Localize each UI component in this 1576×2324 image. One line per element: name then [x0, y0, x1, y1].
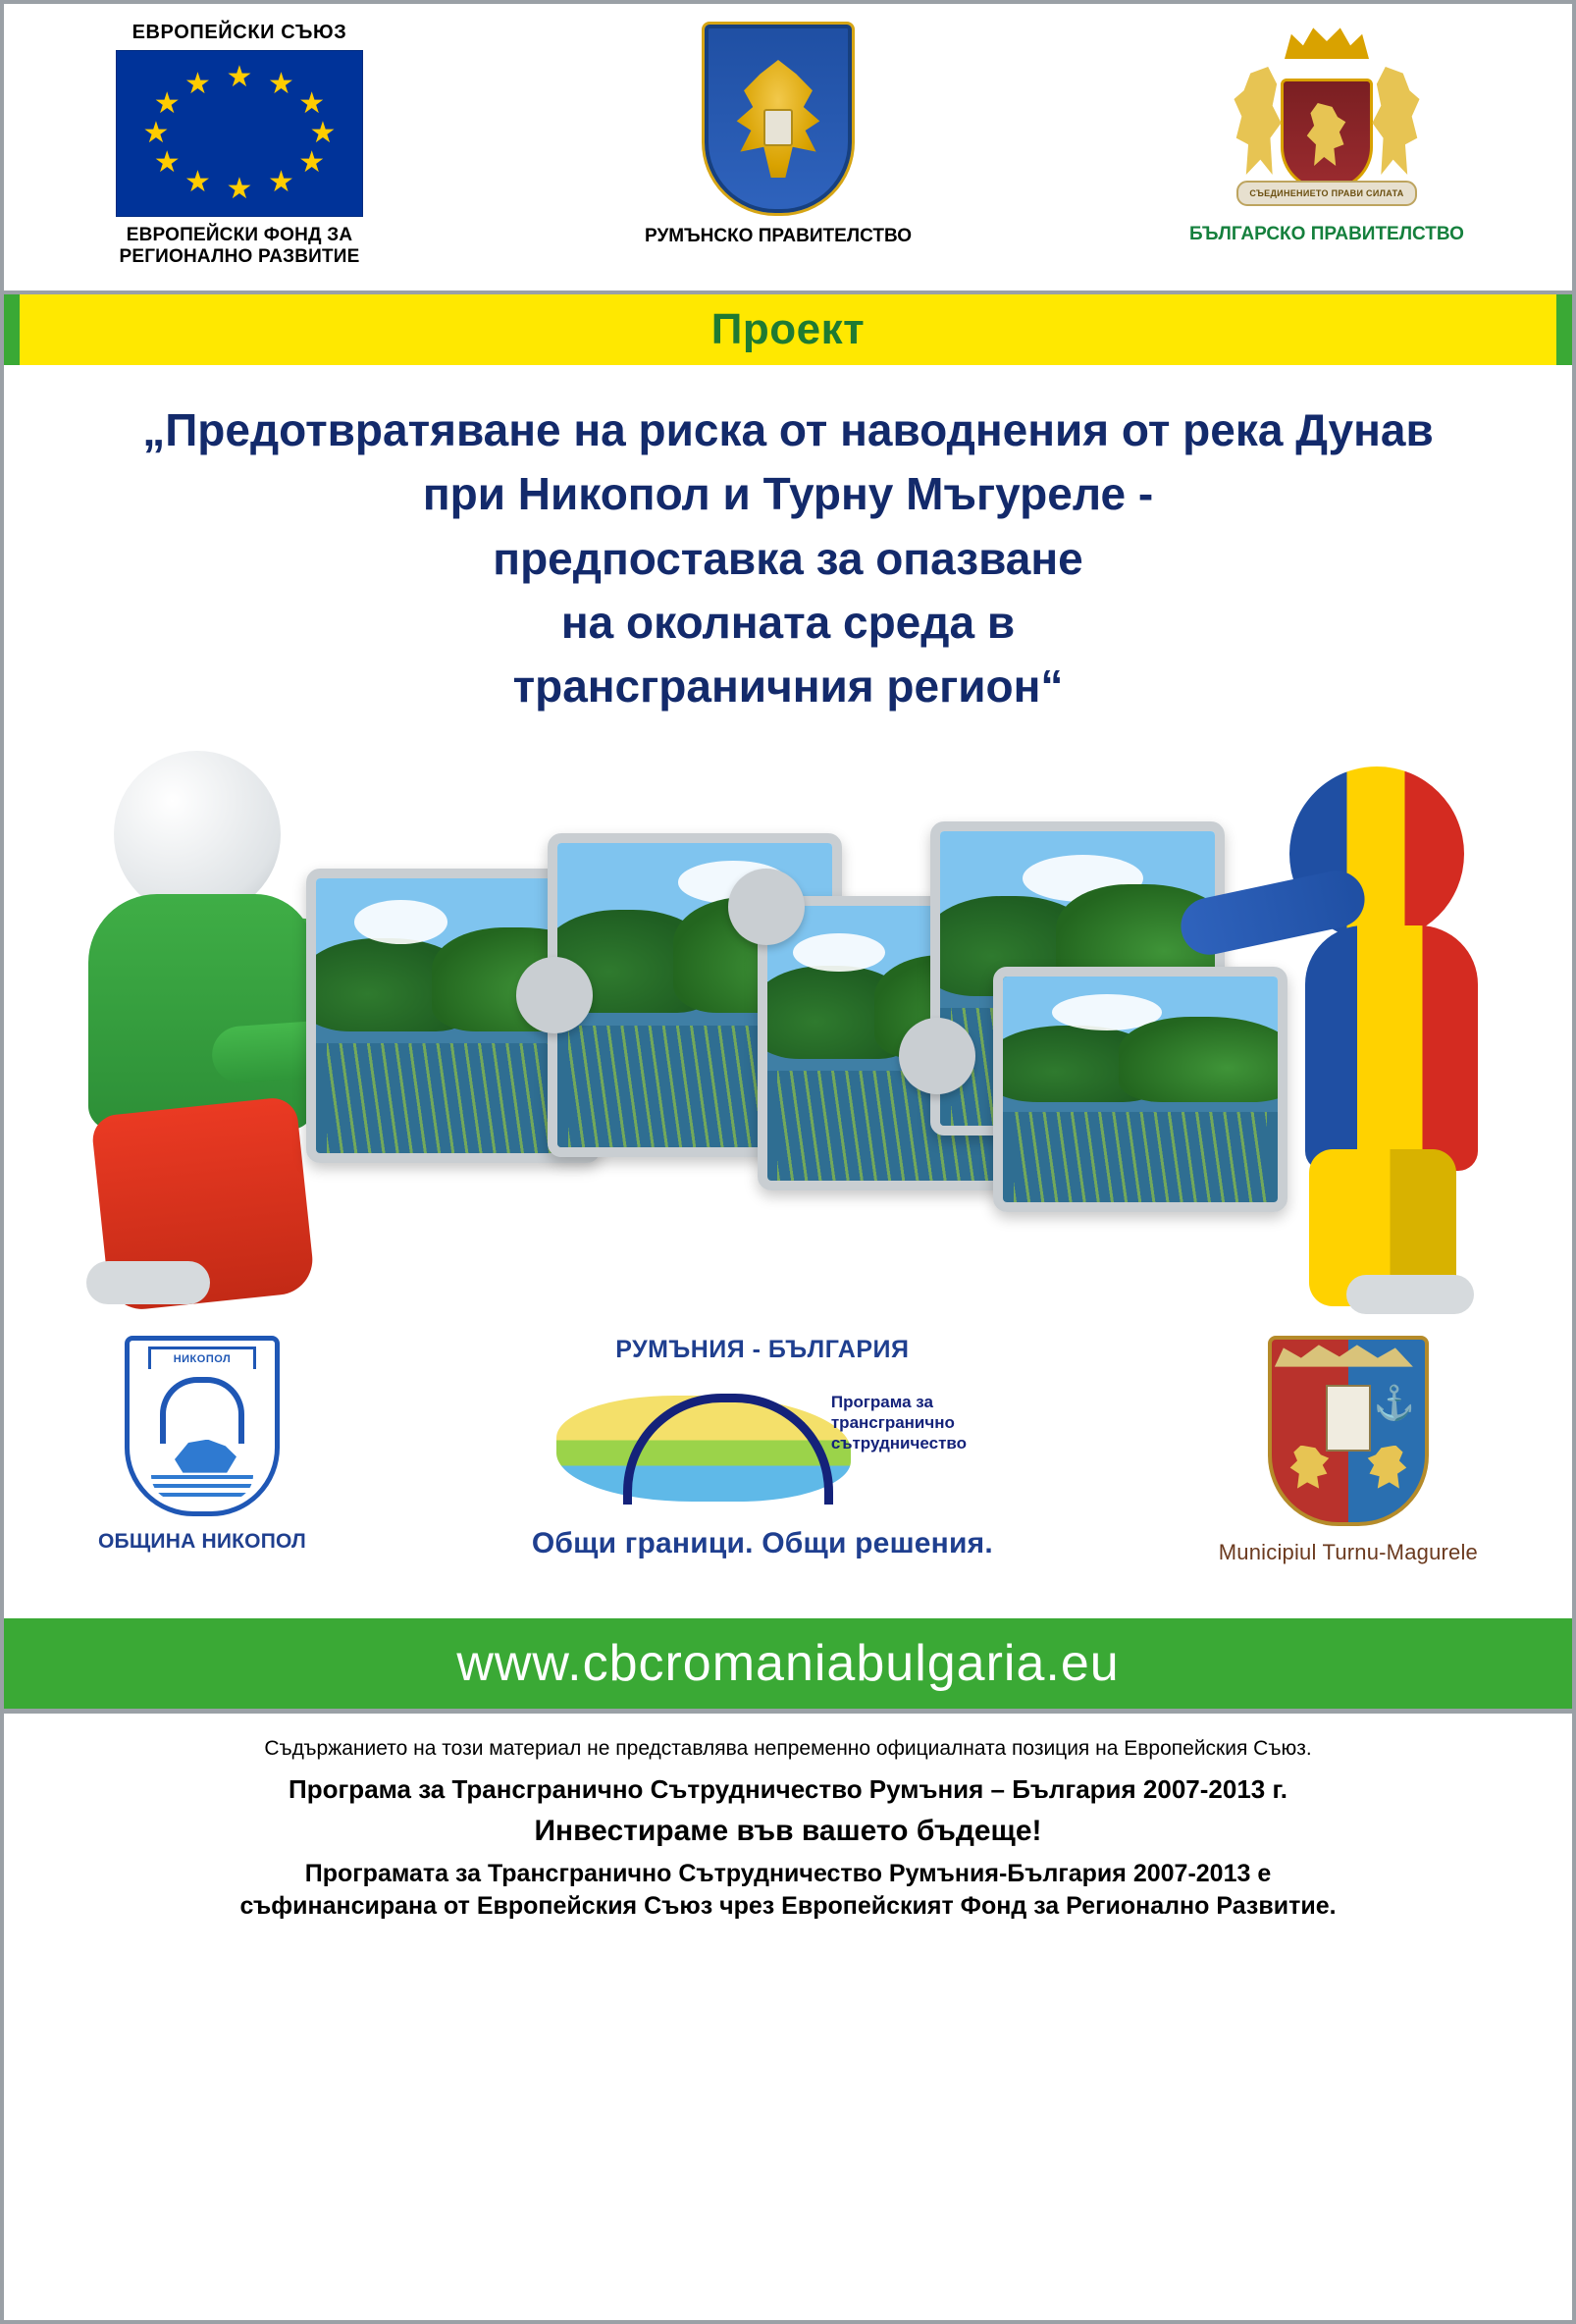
programme-subtitle — [831, 1392, 1008, 1454]
romania-coat-of-arms-icon — [702, 22, 855, 216]
website-url[interactable]: www.cbcromaniabulgaria.eu — [456, 1634, 1120, 1692]
arch-icon — [160, 1377, 244, 1444]
footer-programme: Програма за Трансгранично Сътрудничество Румъния – България 2007-2013 г. — [289, 1773, 1287, 1804]
partner-logos-row — [4, 1326, 1572, 1612]
bulgaria-coat-of-arms-icon — [1224, 22, 1430, 214]
programme-subtitle-line-3: сътрудничество — [830, 1434, 968, 1453]
tower-icon — [1326, 1385, 1371, 1452]
title-line-3: предпоставка за опазване — [493, 532, 1083, 584]
lion-icon — [1304, 103, 1349, 166]
motto-ribbon: СЪЕДИНЕНИЕТО ПРАВИ СИЛАТА — [1236, 181, 1417, 206]
title-line-1: „Предотвратяване на риска от наводнения от река Дунав — [142, 404, 1434, 455]
romania-government-label: РУМЪНСКО ПРАВИТЕЛСТВО — [645, 226, 912, 246]
puzzle-photo-group — [306, 810, 1287, 1232]
crown-icon — [1285, 24, 1369, 59]
programme-title: РУМЪНИЯ - БЪЛГАРИЯ — [615, 1335, 910, 1363]
programme-subtitle-line-2: трансгранично — [830, 1412, 955, 1432]
nikopol-emblem-icon — [125, 1336, 280, 1516]
programme-emblem-icon — [517, 1366, 1008, 1513]
page-title — [4, 365, 1572, 731]
puzzle-piece-5 — [993, 967, 1287, 1212]
right-figure-foot-icon — [1346, 1275, 1474, 1314]
nikopol-logo-block — [98, 1336, 306, 1554]
nikopol-lion-icon — [168, 1440, 236, 1473]
header — [4, 4, 1572, 290]
programme-logo-block — [507, 1336, 1018, 1560]
left-figure-head-icon — [114, 751, 281, 918]
mural-crown-icon — [1275, 1338, 1422, 1367]
turnu-magurele-coat-of-arms-icon — [1268, 1336, 1429, 1526]
footer-cofinance-line-2: съфинансирана от Европейския Съюз чрез Европейският Фонд за Регионално Развитие. — [239, 1892, 1337, 1921]
bulgaria-government-label: БЪЛГАРСКО ПРАВИТЕЛСТВО — [1189, 224, 1464, 244]
nikopol-caption: ОБЩИНА НИКОПОЛ — [98, 1529, 306, 1553]
eagle-icon — [733, 60, 823, 178]
eu-flag-icon — [116, 50, 363, 217]
puzzle-knob-2 — [728, 869, 805, 945]
footer — [4, 1714, 1572, 1937]
waves-icon — [151, 1475, 253, 1501]
turnu-magurele-logo-block — [1219, 1336, 1478, 1565]
puzzle-knob-1 — [516, 957, 593, 1033]
left-figure-foot-icon — [86, 1261, 210, 1304]
nikopol-emblem-text: НИКОПОЛ — [148, 1347, 256, 1369]
title-line-4: на околната среда в — [560, 596, 1016, 648]
lion-supporter-right-icon — [1369, 67, 1424, 175]
programme-subtitle-line-1: Програма за — [830, 1392, 933, 1411]
turnu-lion-left-icon — [1287, 1446, 1333, 1489]
eu-logo-block — [63, 22, 416, 269]
puzzle-knob-3 — [899, 1018, 975, 1094]
turnu-magurele-caption: Municipiul Turnu-Magurele — [1218, 1539, 1478, 1564]
eu-fund-line2: РЕГИОНАЛНО РАЗВИТИЕ — [119, 246, 360, 268]
project-banner — [4, 294, 1572, 365]
eu-stars: ★ ★ ★ ★ ★ ★ ★ ★ ★ ★ ★ ★ — [142, 60, 337, 206]
shield-icon — [1281, 79, 1373, 190]
programme-slogan: Общи граници. Общи решения. — [531, 1526, 993, 1559]
title-line-5: трансграничния регион“ — [512, 660, 1064, 713]
title-line-2: при Никопол и Турну Мъгуреле - — [422, 468, 1154, 520]
right-figure-body-icon — [1305, 925, 1478, 1171]
eu-fund-line1: ЕВРОПЕЙСКИ ФОНД ЗА — [126, 225, 353, 245]
bulgaria-logo-block — [1140, 22, 1513, 245]
anchor-icon: ⚓ — [1373, 1384, 1416, 1422]
romania-logo-block — [616, 22, 940, 247]
danube-landscape-photo-5 — [1003, 977, 1278, 1202]
footer-disclaimer: Съдържанието на този материал не представлява непременно официалната позиция на Европейския Съюз. — [264, 1736, 1312, 1760]
footer-cofinance-line-1: Програмата за Трансгранично Сътрудничество Румъния-България 2007-2013 е — [304, 1859, 1272, 1887]
footer-slogan: Инвестираме във вашето бъдеще! — [534, 1814, 1042, 1847]
project-banner-label: Проект — [710, 305, 866, 353]
turnu-lion-right-icon — [1364, 1446, 1409, 1489]
website-bar[interactable] — [4, 1618, 1572, 1709]
eu-title: ЕВРОПЕЙСКИ СЪЮЗ — [131, 22, 347, 43]
lion-supporter-left-icon — [1230, 67, 1285, 175]
illustration — [43, 737, 1533, 1326]
left-figure-body-icon — [88, 894, 314, 1130]
